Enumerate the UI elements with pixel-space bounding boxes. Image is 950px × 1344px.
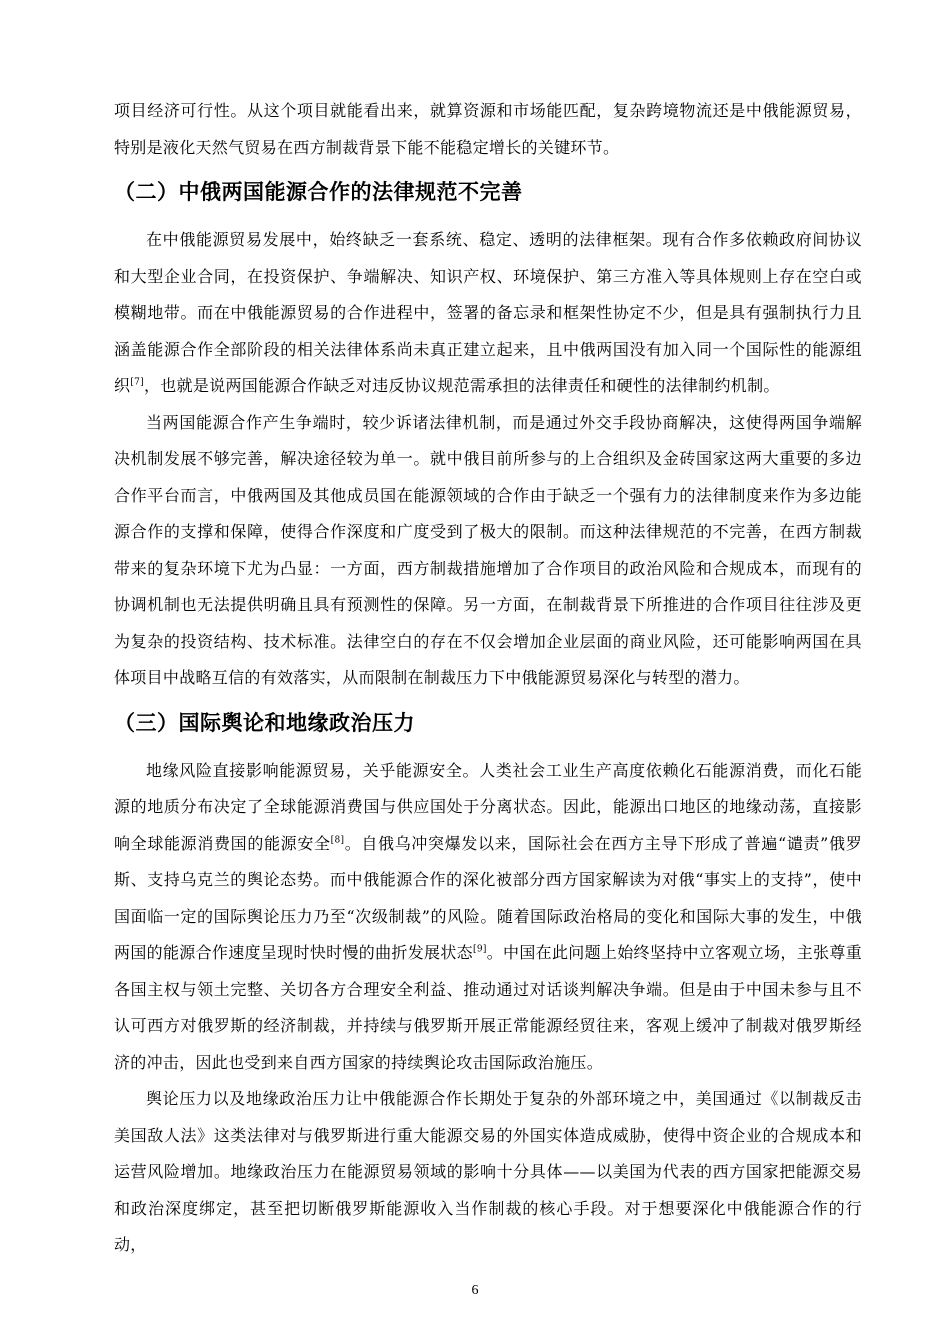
section-heading-3: （三）国际舆论和地缘政治压力 <box>114 710 415 735</box>
section2-paragraph-1 <box>114 222 862 405</box>
section3-p1-text-a: 地缘风险直接影响能源贸易，关乎能源安全。人类社会工业生产高度依赖化石能源消费，而化石能源的地质分布决定了全球能源消费国与供应国处于分离状态。因此，能源出口地区的地缘动荡，直接影响全球能源消费国的能源安全 <box>114 760 862 853</box>
section3-p1-text-b: 。自俄乌冲突爆发以来，国际社会在西方主导下形成了普遍“谴责”俄罗斯、支持乌克兰的舆论态势。而中俄能源合作的深化被部分西方国家解读为对俄“事实上的支持”，使中国面临一定的国际舆论压力乃至“次级制裁”的风险。随着国际政治格局的变化和国际大事的发生，中俄两国的能源合作速度呈现时快时慢的曲折发展状态 <box>114 833 862 962</box>
citation-7: [7] <box>130 377 144 388</box>
paragraph-continued: 项目经济可行性。从这个项目就能看出来，就算资源和市场能匹配，复杂跨境物流还是中俄能源贸易，特别是液化天然气贸易在西方制裁背景下能不能稳定增长的关键环节。 <box>114 101 862 157</box>
section3-paragraph-1 <box>114 753 862 1082</box>
citation-9: [9] <box>473 944 487 955</box>
section-heading-2: （二）中俄两国能源合作的法律规范不完善 <box>114 180 523 204</box>
section3-paragraph-2: 舆论压力以及地缘政治压力让中俄能源合作长期处于复杂的外部环境之中，美国通过《以制裁反击美国敌人法》这类法律对与俄罗斯进行重大能源交易的外国实体造成威胁，使得中资企业的合规成本和运营风险增加。地缘政治压力在能源贸易领域的影响十分具体——以美国为代表的西方国家把能源交易和政治深度绑定，甚至把切断俄罗斯能源收入当作制裁的核心手段。对于想要深化中俄能源合作的行动， <box>114 1089 862 1254</box>
page-number: 6 <box>471 1283 479 1298</box>
section2-p1-text-a: 在中俄能源贸易发展中，始终缺乏一套系统、稳定、透明的法律框架。现有合作多依赖政府间协议和大型企业合同，在投资保护、争端解决、知识产权、环境保护、第三方准入等具体规则上存在空白或模糊地带。而在中俄能源贸易的合作进程中，签署的备忘录和框架性协定不少，但是具有强制执行力且涵盖能源合作全部阶段的相关法律体系尚未真正建立起来，且中俄两国没有加入同一个国际性的能源组织 <box>114 230 862 395</box>
citation-8: [8] <box>330 835 345 846</box>
section3-p1-text-c: 。中国在此问题上始终坚持中立客观立场，主张尊重各国主权与领土完整、关切各方合理安全利益、推动通过对话谈判解决争端。但是由于中国未参与且不认可西方对俄罗斯的经济制裁，并持续与俄罗斯开展正常能源经贸往来，客观上缓冲了制裁对俄罗斯经济的冲击，因此也受到来自西方国家的持续舆论攻击国际政治施压。 <box>114 943 862 1072</box>
section2-p1-text-b: ，也就是说两国能源合作缺乏对违反协议规范需承担的法律责任和硬性的法律制约机制。 <box>143 376 780 395</box>
section2-paragraph-2: 当两国能源合作产生争端时，较少诉诸法律机制，而是通过外交手段协商解决，这使得两国争端解决机制发展不够完善，解决途径较为单一。就中俄目前所参与的上合组织及金砖国家这两大重要的多边合作平台而言，中俄两国及其他成员国在能源领域的合作由于缺乏一个强有力的法律制度来作为多边能源合作的支撑和保障，使得合作深度和广度受到了极大的限制。而这种法律规范的不完善，在西方制裁带来的复杂环境下尤为凸显：一方面，西方制裁措施增加了合作项目的政治风险和合规成本，而现有的协调机制也无法提供明确且具有预测性的保障。另一方面，在制裁背景下所推进的合作项目往往涉及更为复杂的投资结构、技术标准。法律空白的存在不仅会增加企业层面的商业风险，还可能影响两国在具体项目中战略互信的有效落实，从而限制在制裁压力下中俄能源贸易深化与转型的潜力。 <box>114 412 862 687</box>
